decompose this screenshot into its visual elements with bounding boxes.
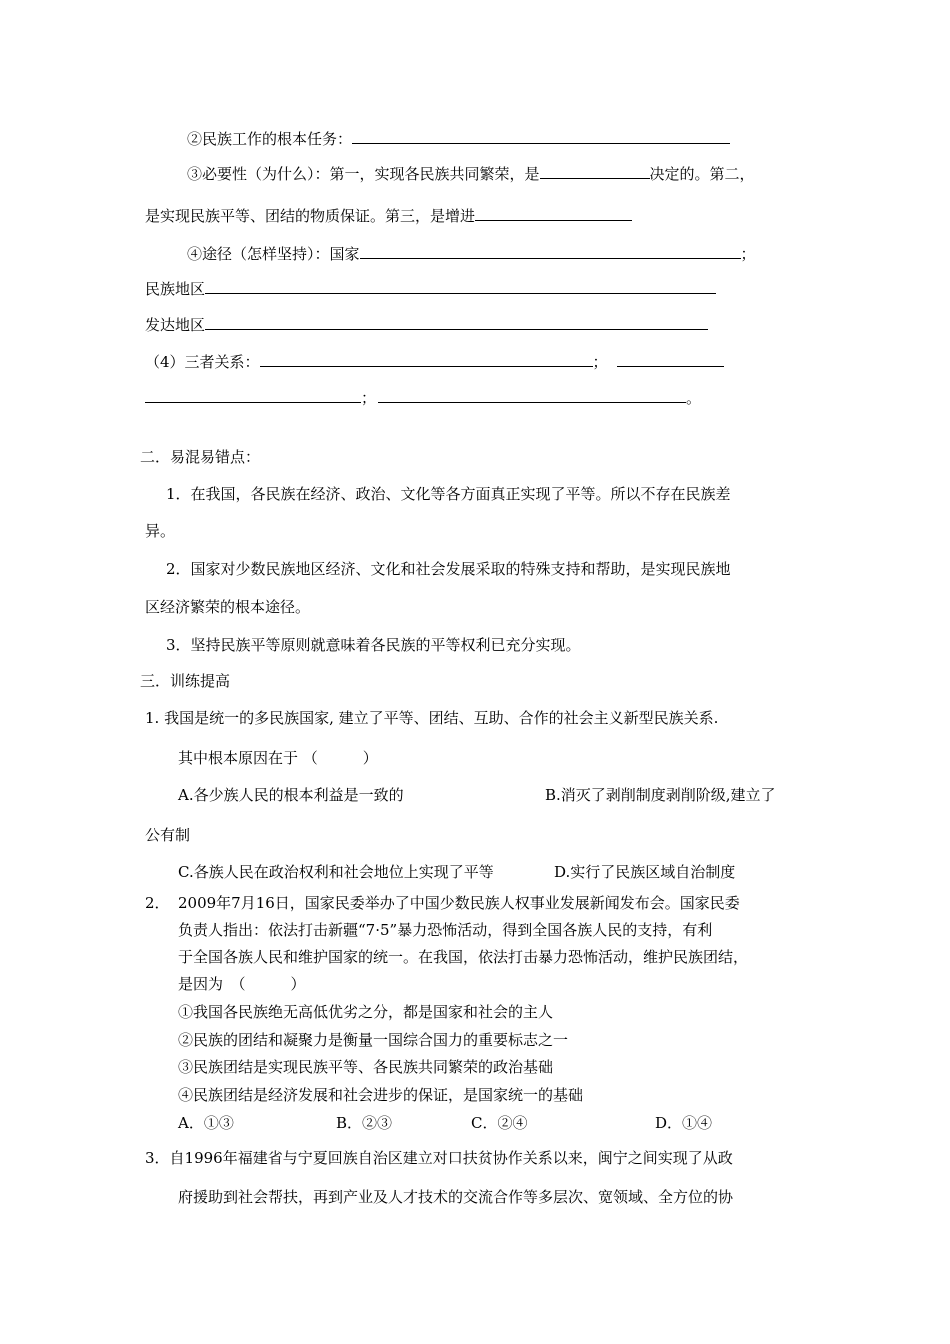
q2-option-d[interactable]: D．①④ xyxy=(655,1114,713,1132)
sec2-heading: 二．易混易错点： xyxy=(140,448,261,466)
q2-statement-4: ④民族团结是经济发展和社会进步的保证，是国家统一的基础 xyxy=(178,1086,584,1104)
period: 。 xyxy=(686,389,702,407)
q1-option-b[interactable]: B.消灭了剥削制度剥削阶级,建立了 xyxy=(545,786,776,804)
q2-statement-2: ②民族的团结和凝聚力是衡量一国综合国力的重要标志之一 xyxy=(178,1031,569,1049)
item3-mid: 决定的。第二， xyxy=(649,165,755,183)
developed-label: 发达地区 xyxy=(145,316,206,334)
sec2-p1b: 异。 xyxy=(145,522,176,540)
q2-statement-1: ①我国各民族绝无高低优劣之分，都是国家和社会的主人 xyxy=(178,1003,554,1021)
q1-option-a[interactable]: A.各少族人民的根本利益是一致的 xyxy=(178,786,404,804)
blank-field[interactable] xyxy=(352,128,730,144)
q3-stem-a: 3．自1996年福建省与宁夏回族自治区建立对口扶贫协作关系以来，闽宁之间实现了从政 xyxy=(145,1149,733,1167)
semicolon: ； xyxy=(361,389,377,407)
q1-option-d[interactable]: D.实行了民族区域自治制度 xyxy=(554,863,736,881)
sec2-p1a: 1．在我国，各民族在经济、政治、文化等各方面真正实现了平等。所以不存在民族差 xyxy=(166,485,731,503)
item2-label: ②民族工作的根本任务： xyxy=(187,130,353,148)
q1-stem-a: 1. 我国是统一的多民族国家, 建立了平等、团结、互助、合作的社会主义新型民族关系. xyxy=(145,709,719,727)
blank-field[interactable] xyxy=(145,387,361,403)
q2-statement-3: ③民族团结是实现民族平等、各民族共同繁荣的政治基础 xyxy=(178,1058,554,1076)
blank-field[interactable] xyxy=(540,163,650,179)
q2-option-b[interactable]: B．②③ xyxy=(336,1114,393,1132)
q2-stem-a: 2009年7月16日，国家民委举办了中国少数民族人权事业发展新闻发布会。国家民委 xyxy=(178,894,740,912)
relation-cont-line xyxy=(145,387,701,408)
q2-stem-c: 于全国各族人民和维护国家的统一。在我国，依法打击暴力恐怖活动，维护民族团结， xyxy=(178,948,749,966)
blank-field[interactable] xyxy=(475,205,632,221)
relation-label: （4）三者关系： xyxy=(145,353,260,371)
blank-field[interactable] xyxy=(205,314,708,330)
blank-field[interactable] xyxy=(260,351,593,367)
blank-field[interactable] xyxy=(205,278,716,294)
q2-stem-d: 是因为 （ ） xyxy=(178,975,306,993)
blank-field[interactable] xyxy=(378,387,686,403)
item4-label: ④途径（怎样坚持）：国家 xyxy=(187,245,360,263)
region-line xyxy=(145,278,716,299)
region-label: 民族地区 xyxy=(145,280,206,298)
item3-cont: 是实现民族平等、团结的物质保证。第三，是增进 xyxy=(145,207,476,225)
q2-stem-b: 负责人指出：依法打击新疆“7·5”暴力恐怖活动，得到全国各族人民的支持，有利 xyxy=(178,921,713,939)
item4-line xyxy=(187,243,756,264)
item3-line xyxy=(187,163,755,184)
item3-label: ③必要性（为什么）：第一，实现各民族共同繁荣，是 xyxy=(187,165,540,183)
item3-cont-line xyxy=(145,205,632,226)
developed-line xyxy=(145,314,708,335)
q3-stem-b: 府援助到社会帮扶，再到产业及人才技术的交流合作等多层次、宽领域、全方位的协 xyxy=(178,1188,734,1206)
q1-stem-b: 其中根本原因在于 （ ） xyxy=(178,749,378,767)
q1-option-c[interactable]: C.各族人民在政治权利和社会地位上实现了平等 xyxy=(178,863,494,881)
blank-field[interactable] xyxy=(360,243,741,259)
sec3-heading: 三．训练提高 xyxy=(140,672,231,690)
sec2-p2a: 2．国家对少数民族地区经济、文化和社会发展采取的特殊支持和帮助，是实现民族地 xyxy=(166,560,731,578)
q1-option-b-cont: 公有制 xyxy=(145,826,191,844)
sec2-p2b: 区经济繁荣的根本途径。 xyxy=(145,598,311,616)
semicolon: ； xyxy=(592,353,608,371)
q2-option-a[interactable]: A．①③ xyxy=(178,1114,234,1132)
semicolon: ； xyxy=(740,245,756,263)
q2-option-c[interactable]: C．②④ xyxy=(471,1114,528,1132)
q2-number: 2． xyxy=(145,894,170,912)
sec2-p3: 3．坚持民族平等原则就意味着各民族的平等权利已充分实现。 xyxy=(166,636,581,654)
item2-line xyxy=(187,128,730,149)
relation-line xyxy=(145,351,724,372)
blank-field[interactable] xyxy=(617,351,724,367)
